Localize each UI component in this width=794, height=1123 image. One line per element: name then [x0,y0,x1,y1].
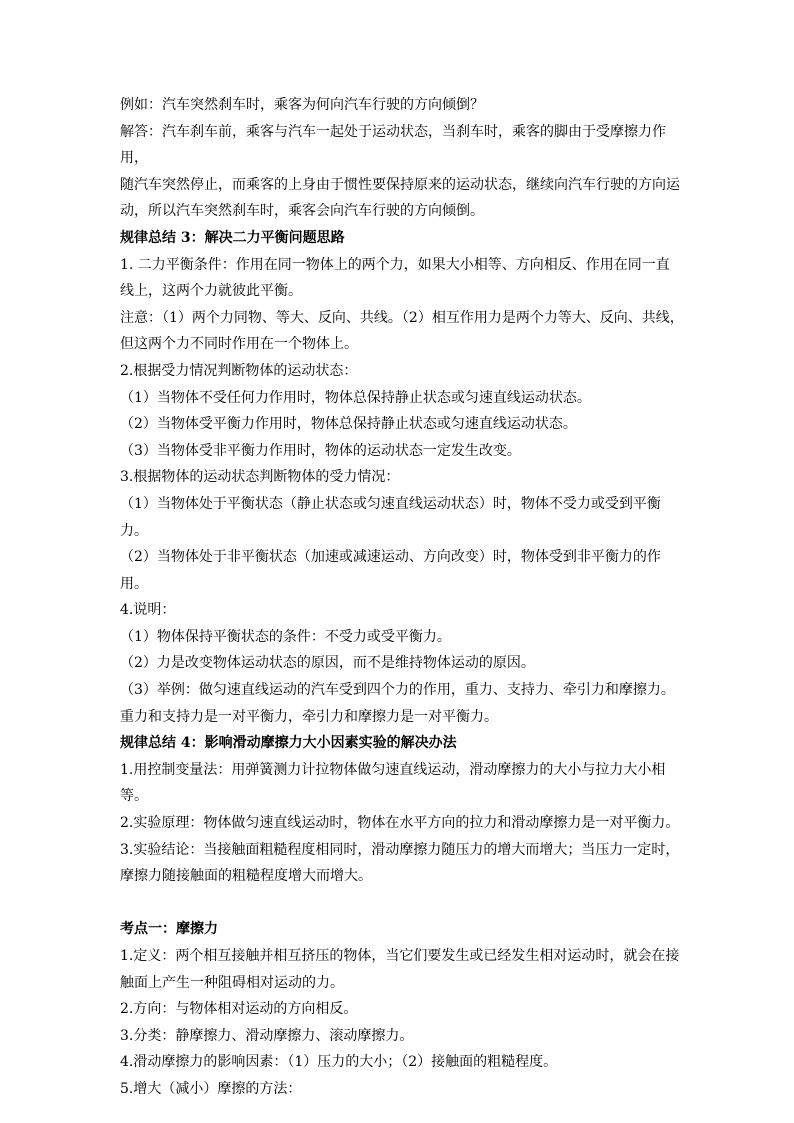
paragraph-line: 3.根据物体的运动状态判断物体的受力情况： [120,469,400,486]
example-question: 例如：汽车突然刹车时，乘客为何向汽车行驶的方向倾倒？ [120,97,484,113]
blank-line [120,890,685,917]
paragraph-line: 摩擦力随接触面的粗糙程度增大而增大。 [120,868,372,885]
paragraph-line: 4.滑动摩擦力的影响因素：（1）压力的大小；（2）接触面的粗糙程度。 [120,1054,558,1071]
paragraph-line: 重力和支持力是一对平衡力，牵引力和摩擦力是一对平衡力。 [120,708,498,725]
paragraph-line: 2.方向：与物体相对运动的方向相反。 [120,1001,358,1018]
answer-line-1: 解答：汽车刹车前，乘客与汽车一起处于运动状态，当刹车时，乘客的脚由于受摩擦力作用， [120,123,666,167]
paragraph-line: （1）当物体处于平衡状态（静止状态或匀速直线运动状态）时，物体不受力或受到平衡力。 [120,495,661,539]
answer-line-2: 随汽车突然停止，而乘客的上身由于惯性要保持原来的运动状态，继续向汽车行驶的方向运 [120,176,680,193]
paragraph-line: 2.实验原理：物体做匀速直线运动时，物体在水平方向的拉力和滑动摩擦力是一对平衡力。 [120,815,680,832]
answer-line-3: 动，所以汽车突然刹车时，乘客会向汽车行驶的方向倾倒。 [120,203,484,220]
paragraph-line: 3.分类：静摩擦力、滑动摩擦力、滚动摩擦力。 [120,1027,414,1044]
document-page [120,92,685,1103]
paragraph-line: （1）当物体不受任何力作用时，物体总保持静止状态或匀速直线运动状态。 [120,389,591,406]
paragraph-line: （2）当物体受平衡力作用时，物体总保持静止状态或匀速直线运动状态。 [120,416,577,433]
paragraph-line: （2）当物体处于非平衡状态（加速或减速运动、方向改变）时，物体受到非平衡力的作用。 [120,549,661,592]
paragraph-line: 4.说明： [120,602,176,619]
paragraph-line: 1. 二力平衡条件：作用在同一物体上的两个力，如果大小相等、方向相反、作用在同一直 [120,256,670,273]
section-heading-rule-4: 规律总结 4：影响滑动摩擦力大小因素实验的解决办法 [120,735,457,752]
paragraph-line: （3）举例：做匀速直线运动的汽车受到四个力的作用，重力、支持力、牵引力和摩擦力。 [120,682,675,699]
paragraph-line: 1.定义：两个相互接触并相互挤压的物体，当它们要发生或已经发生相对运动时，就会在接 [120,948,680,964]
paragraph-line: 3.实验结论：当接触面粗糙程度相同时，滑动摩擦力随压力的增大而增大；当压力一定时， [120,841,680,858]
section-heading-rule-3: 规律总结 3：解决二力平衡问题思路 [120,229,345,246]
paragraph-line: 5.增大（减小）摩擦的方法： [120,1080,302,1097]
paragraph-line: （2）力是改变物体运动状态的原因，而不是维持物体运动的原因。 [120,655,535,672]
section-heading-friction: 考点一：摩擦力 [120,921,218,938]
paragraph-line: 触面上产生一种阻碍相对运动的力。 [120,974,344,991]
paragraph-line: 1.用控制变量法：用弹簧测力计拉物体做匀速直线运动，滑动摩擦力的大小与拉力大小相等。 [120,761,666,805]
paragraph-line: （3）当物体受非平衡力作用时，物体的运动状态一定发生改变。 [120,442,521,459]
paragraph-line: 线上，这两个力就彼此平衡。 [120,283,302,300]
paragraph-line: 注意：（1）两个力同物、等大、反向、共线。（2）相互作用力是两个力等大、反向、共线， [120,309,684,326]
paragraph-line: 但这两个力不同时作用在一个物体上。 [120,336,358,353]
paragraph-line: 2.根据受力情况判断物体的运动状态： [120,362,358,379]
paragraph-line: （1）物体保持平衡状态的条件：不受力或受平衡力。 [120,628,451,645]
